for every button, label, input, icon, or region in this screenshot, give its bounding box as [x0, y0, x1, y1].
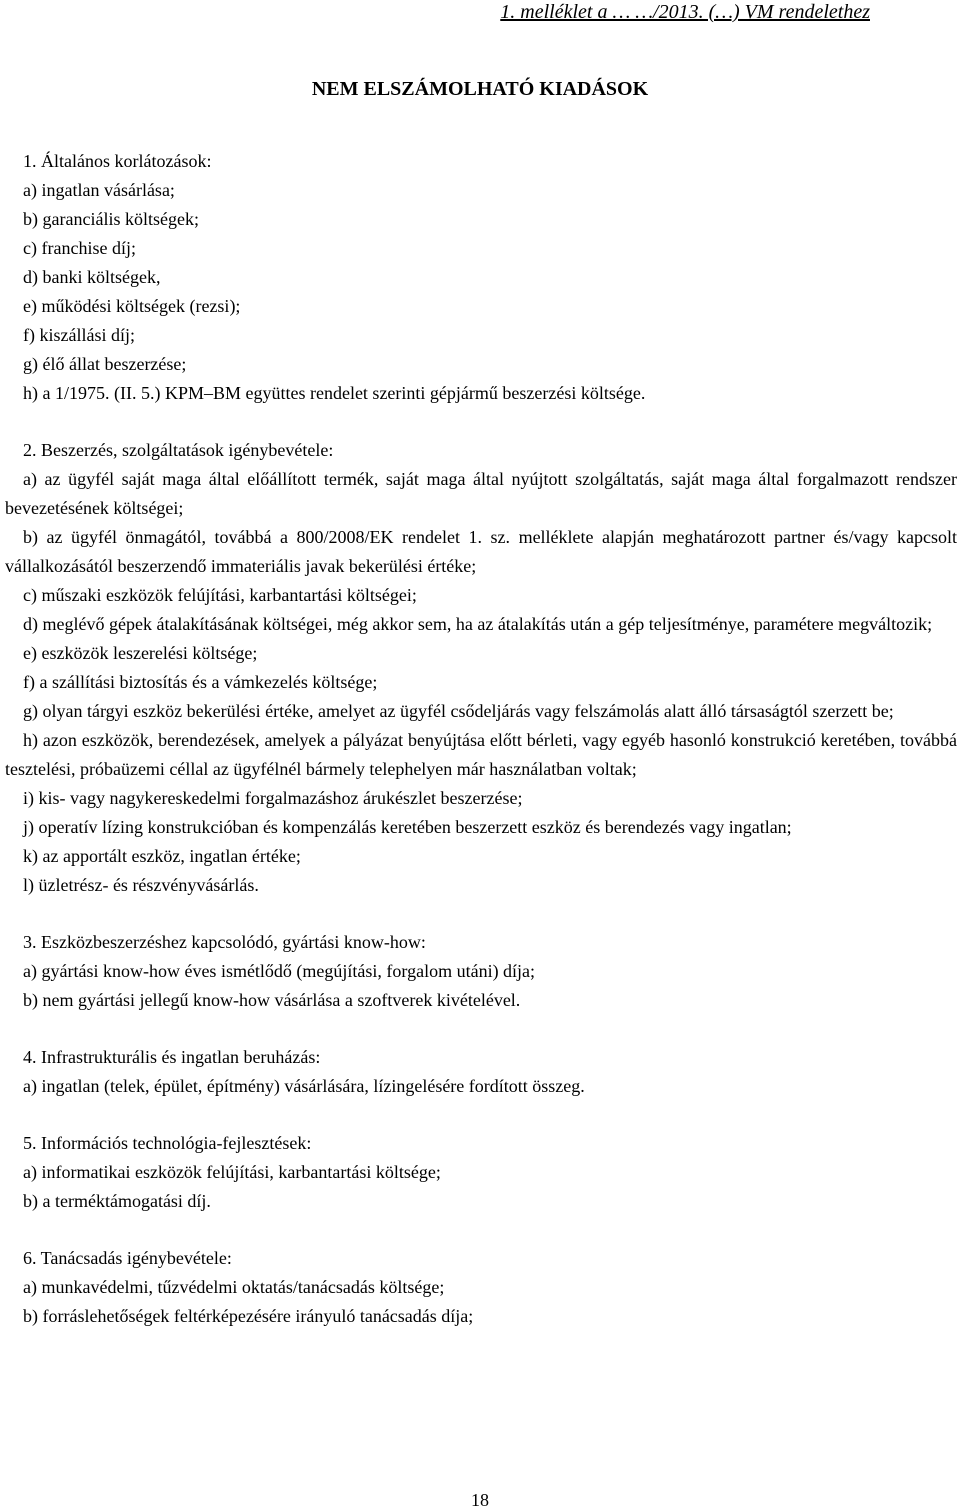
list-item: g) olyan tárgyi eszköz bekerülési értéke, amelyet az ügyfél csődeljárás vagy felszámolás alatt álló társaságtól szerzett be;	[23, 701, 894, 721]
list-item: c) műszaki eszközök felújítási, karbantartási költségei;	[23, 585, 417, 605]
title-text: NEM ELSZÁMOLHATÓ KIADÁSOK	[311, 78, 649, 100]
list-item: a) informatikai eszközök felújítási, karbantartási költsége;	[23, 1162, 441, 1182]
list-item: d) meglévő gépek átalakításának költségei, még akkor sem, ha az átalakítás után a gép teljesítménye, paramétere megváltozik;	[23, 614, 933, 634]
list-item: g) élő állat beszerzése;	[23, 354, 187, 374]
section-heading: 5. Információs technológia-fejlesztések:	[23, 1133, 312, 1153]
list-item: l) üzletrész- és részvényvásárlás.	[23, 875, 259, 895]
list-item: a) gyártási know-how éves ismétlődő (megújítási, forgalom utáni) díja;	[23, 961, 536, 981]
list-item: b) nem gyártási jellegű know-how vásárlása a szoftverek kivételével.	[23, 990, 521, 1010]
section-2	[5, 436, 957, 900]
section-1	[5, 147, 957, 408]
list-item: j) operatív lízing konstrukcióban és kompenzálás keretében beszerzett eszköz és berendezés vagy ingatlan;	[23, 817, 792, 837]
list-item: a) ingatlan vásárlása;	[23, 180, 175, 200]
list-item: a) az ügyfél saját maga által előállított termék, saját maga által nyújtott szolgáltatás, saját maga által forgalmazott rendszer bevezetésének költségei;	[5, 469, 957, 518]
list-item: a) munkavédelmi, tűzvédelmi oktatás/tanácsadás költsége;	[23, 1277, 445, 1297]
list-item: c) franchise díj;	[23, 238, 136, 258]
list-item: h) a 1/1975. (II. 5.) KPM–BM együttes rendelet szerinti gépjármű beszerzési költsége.	[23, 383, 646, 403]
list-item: e) működési költségek (rezsi);	[23, 296, 241, 316]
section-heading: 2. Beszerzés, szolgáltatások igénybevétele:	[23, 440, 334, 460]
list-item: b) az ügyfél önmagától, továbbá a 800/2008/EK rendelet 1. sz. melléklete alapján meghatározott partner és/vagy kapcsolt vállalkozásától beszerzendő immateriális javak bekerülési értéke;	[5, 527, 957, 576]
section-6	[5, 1244, 957, 1331]
section-4	[5, 1043, 957, 1101]
page-number: 18	[471, 1490, 489, 1510]
list-item: h) azon eszközök, berendezések, amelyek a pályázat benyújtása előtt bérleti, vagy egyéb hasonló konstrukció keretében, továbbá tesztelési, próbaüzemi céllal az ügyfélnél bármely telephelyen már használatban voltak;	[5, 730, 957, 779]
list-item: i) kis- vagy nagykereskedelmi forgalmazáshoz árukészlet beszerzése;	[23, 788, 523, 808]
section-5	[5, 1129, 957, 1216]
list-item: d) banki költségek,	[23, 267, 161, 287]
list-item: e) eszközök leszerelési költsége;	[23, 643, 258, 663]
list-item: f) a szállítási biztosítás és a vámkezelés költsége;	[23, 672, 378, 692]
list-item: b) garanciális költségek;	[23, 209, 199, 229]
section-heading: 6. Tanácsadás igénybevétele:	[23, 1248, 232, 1268]
list-item: f) kiszállási díj;	[23, 325, 135, 345]
page-title	[0, 77, 960, 101]
list-item: k) az apportált eszköz, ingatlan értéke;	[23, 846, 301, 866]
list-item: a) ingatlan (telek, épület, építmény) vásárlására, lízingelésére fordított összeg.	[23, 1076, 585, 1096]
annex-reference-header: 1. melléklet a … …/2013. (…) VM rendelethez	[500, 1, 870, 23]
section-heading: 1. Általános korlátozások:	[23, 151, 212, 171]
document-body	[5, 147, 957, 1331]
section-heading: 3. Eszközbeszerzéshez kapcsolódó, gyártási know-how:	[23, 932, 426, 952]
list-item: b) a terméktámogatási díj.	[23, 1191, 211, 1211]
list-item: b) forráslehetőségek feltérképezésére irányuló tanácsadás díja;	[23, 1306, 474, 1326]
section-heading: 4. Infrastrukturális és ingatlan beruházás:	[23, 1047, 321, 1067]
section-3	[5, 928, 957, 1015]
